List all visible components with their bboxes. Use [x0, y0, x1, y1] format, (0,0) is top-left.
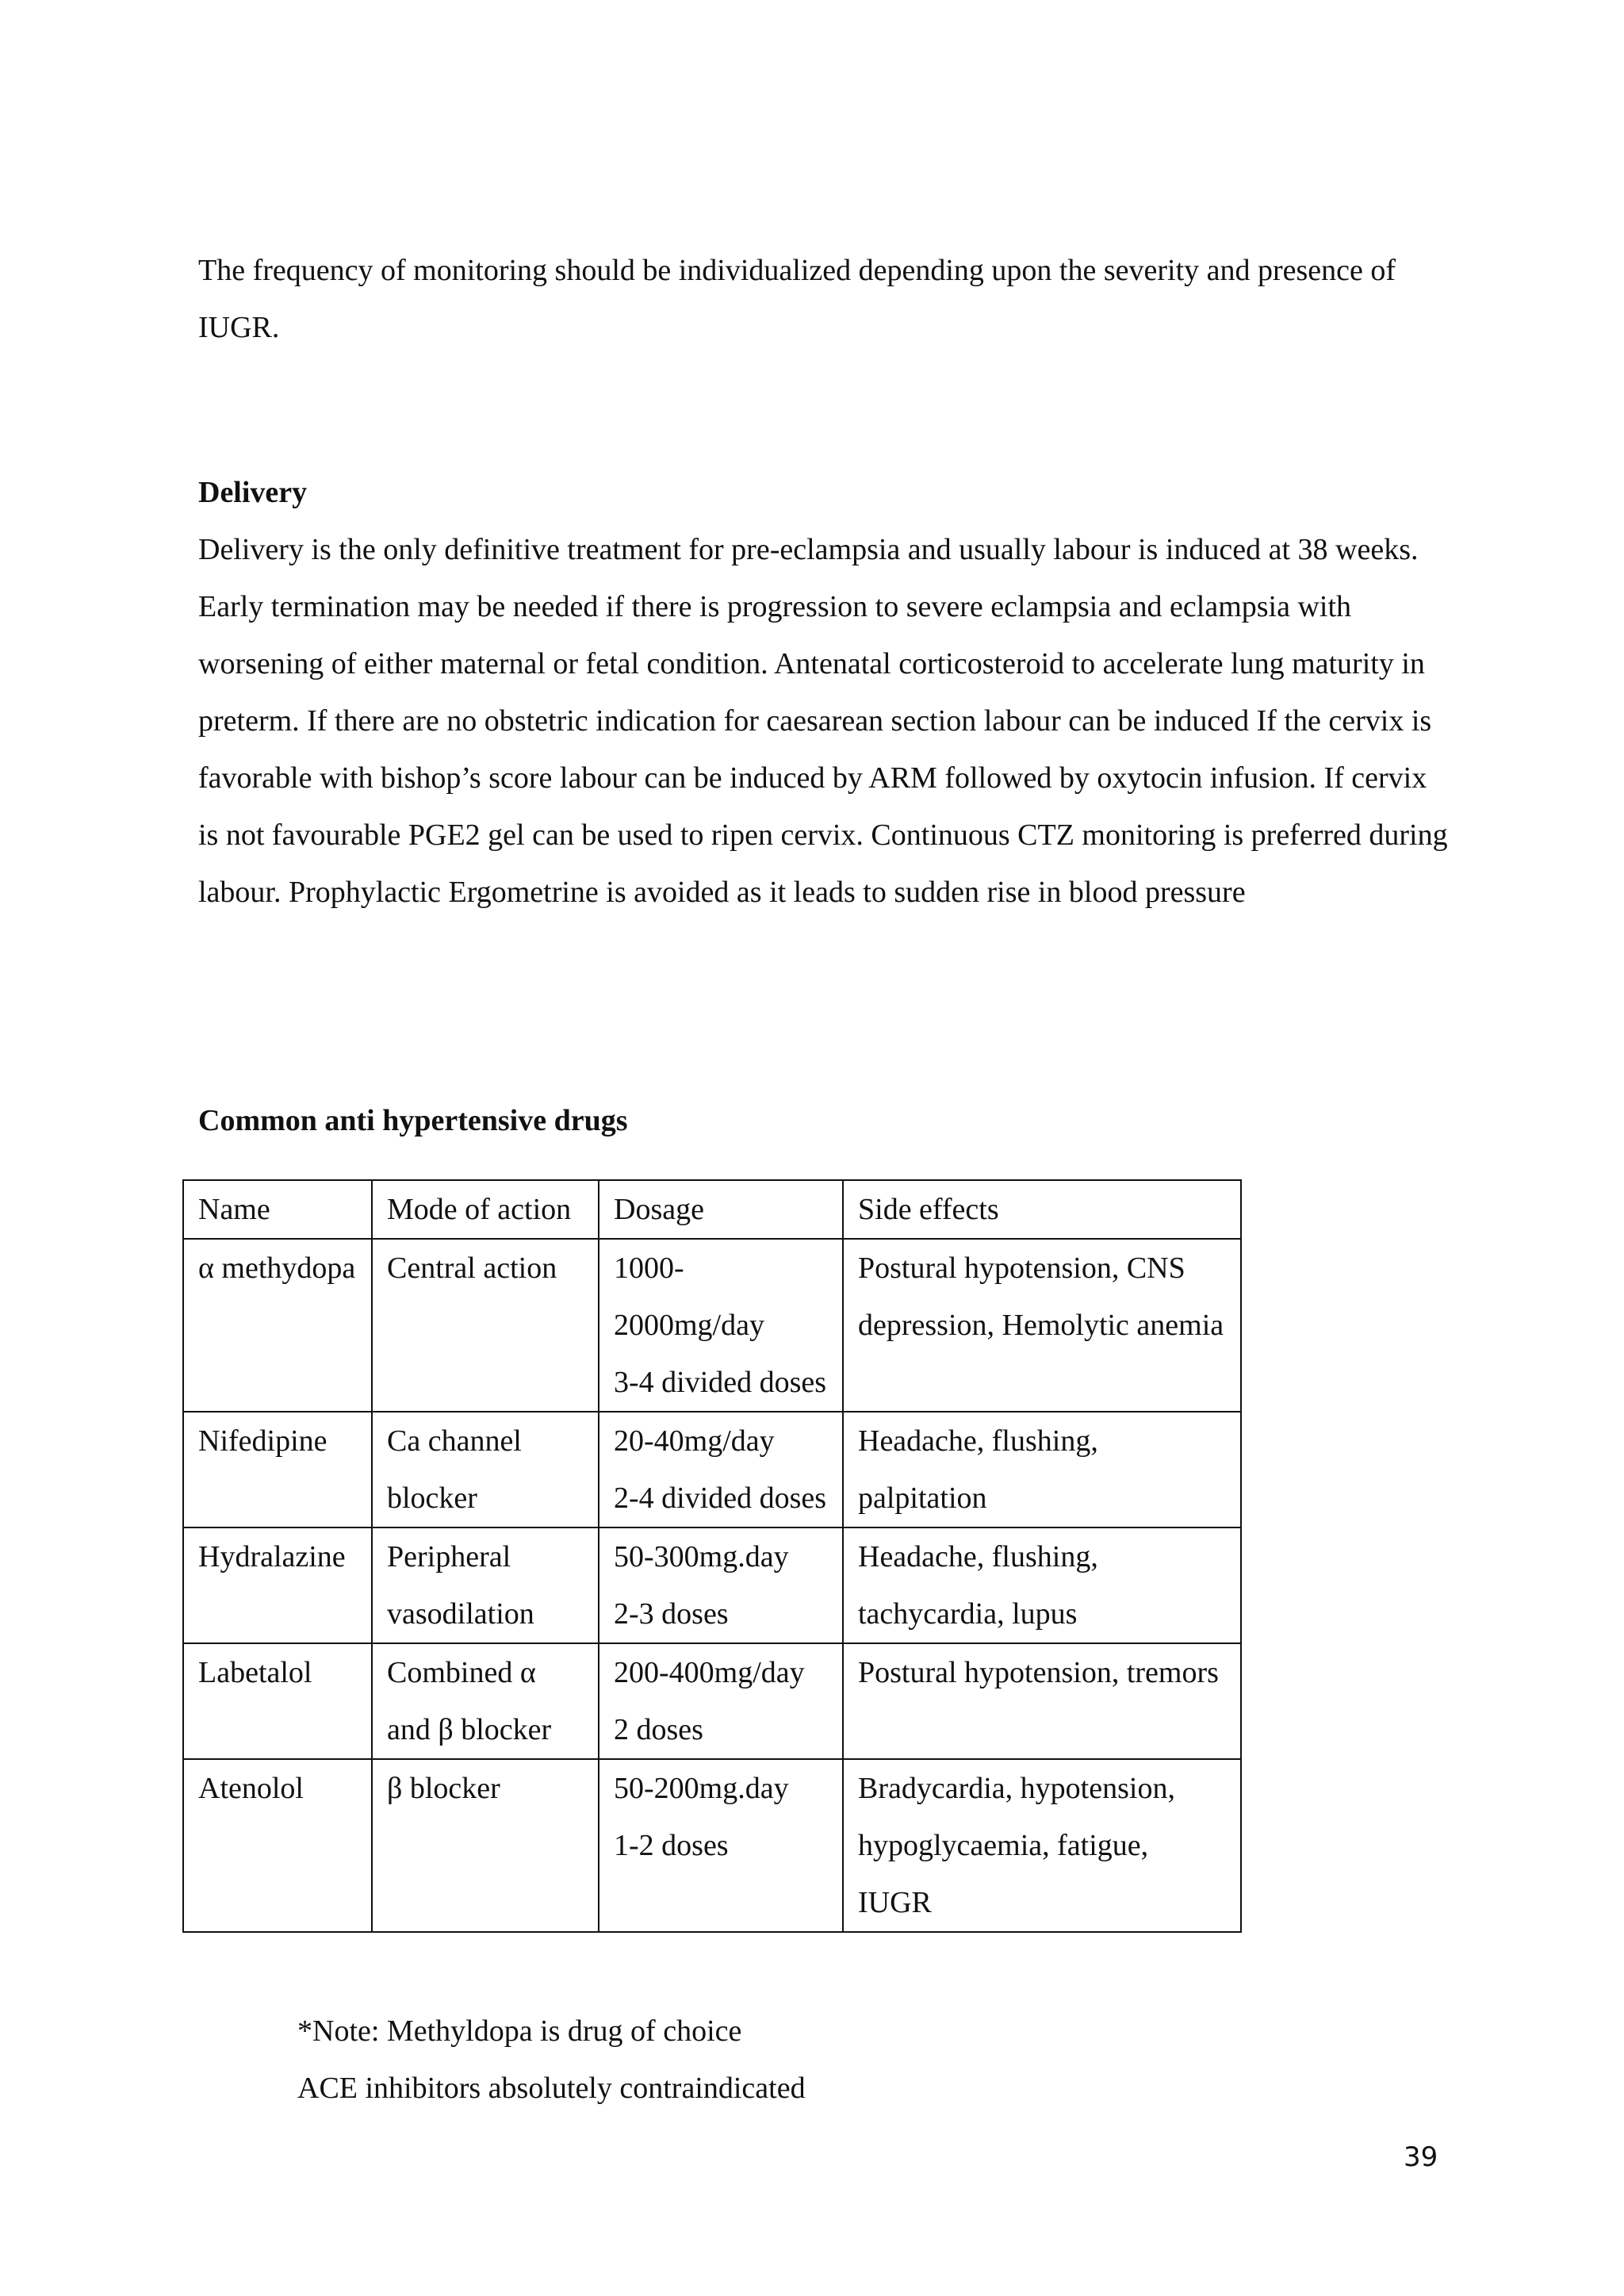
- delivery-heading: Delivery: [198, 476, 308, 509]
- drug-mode: Combined α and β blocker: [372, 1643, 599, 1759]
- drugs-table: [182, 1179, 1242, 1933]
- header-mode: Mode of action: [372, 1180, 599, 1239]
- table-row: [183, 1759, 1241, 1932]
- header-dosage: Dosage: [599, 1180, 843, 1239]
- page-number: 39: [1404, 2141, 1438, 2173]
- dosage-amount: 200-400mg/day: [614, 1656, 805, 1689]
- dosage-frequency: 2-3 doses: [614, 1597, 729, 1631]
- drug-dosage: [599, 1527, 843, 1643]
- table-row: [183, 1412, 1241, 1527]
- header-side-effects: Side effects: [843, 1180, 1241, 1239]
- drug-name: Labetalol: [183, 1643, 372, 1759]
- intro-paragraph: The frequency of monitoring should be individualized depending upon the severity and presence of IUGR.: [198, 254, 1396, 344]
- table-row: [183, 1527, 1241, 1643]
- drug-side-effects: Headache, flushing, tachycardia, lupus: [843, 1527, 1241, 1643]
- drug-name: Hydralazine: [183, 1527, 372, 1643]
- table-header-row: [183, 1180, 1241, 1239]
- drugs-heading: Common anti hypertensive drugs: [198, 1104, 628, 1137]
- drug-side-effects: Postural hypotension, tremors: [843, 1643, 1241, 1759]
- dosage-frequency: 2-4 divided doses: [614, 1481, 827, 1515]
- drug-mode: Central action: [372, 1239, 599, 1412]
- drug-side-effects: Headache, flushing, palpitation: [843, 1412, 1241, 1527]
- drug-side-effects: Postural hypotension, CNS depression, Hemolytic anemia: [843, 1239, 1241, 1412]
- table-row: [183, 1239, 1241, 1412]
- dosage-amount: 50-200mg.day: [614, 1772, 789, 1805]
- drug-name: α methydopa: [183, 1239, 372, 1412]
- note-drug-of-choice: *Note: Methyldopa is drug of choice: [297, 2014, 742, 2048]
- delivery-paragraph: Delivery is the only definitive treatment for pre-eclampsia and usually labour is induced at 38 weeks. Early termination may be needed if there is progression to severe eclampsia and eclampsia with worsening of either maternal or fetal condition. Antenatal corticosteroid to accelerate lung maturity in preterm. If there are no obstetric indication for caesarean section labour can be induced If the cervix is favorable with bishop’s score labour can be induced by ARM followed by oxytocin infusion. If cervix is not favourable PGE2 gel can be used to ripen cervix. Continuous CTZ monitoring is preferred during labour. Prophylactic Ergometrine is avoided as it leads to sudden rise in blood pressure: [198, 533, 1448, 909]
- dosage-amount: 1000-2000mg/day: [614, 1251, 764, 1342]
- table-row: [183, 1643, 1241, 1759]
- drug-side-effects: Bradycardia, hypotension, hypoglycaemia, fatigue, IUGR: [843, 1759, 1241, 1932]
- drug-mode: Ca channel blocker: [372, 1412, 599, 1527]
- dosage-frequency: 3-4 divided doses: [614, 1366, 827, 1399]
- drug-mode: Peripheral vasodilation: [372, 1527, 599, 1643]
- drug-dosage: [599, 1239, 843, 1412]
- drug-dosage: [599, 1759, 843, 1932]
- drug-name: Atenolol: [183, 1759, 372, 1932]
- dosage-frequency: 2 doses: [614, 1713, 703, 1746]
- drug-name: Nifedipine: [183, 1412, 372, 1527]
- dosage-frequency: 1-2 doses: [614, 1829, 729, 1862]
- header-name: Name: [183, 1180, 372, 1239]
- drug-dosage: [599, 1643, 843, 1759]
- note-contraindication: ACE inhibitors absolutely contraindicated: [297, 2072, 806, 2105]
- dosage-amount: 20-40mg/day: [614, 1424, 775, 1458]
- drug-mode: β blocker: [372, 1759, 599, 1932]
- dosage-amount: 50-300mg.day: [614, 1540, 789, 1573]
- drug-dosage: [599, 1412, 843, 1527]
